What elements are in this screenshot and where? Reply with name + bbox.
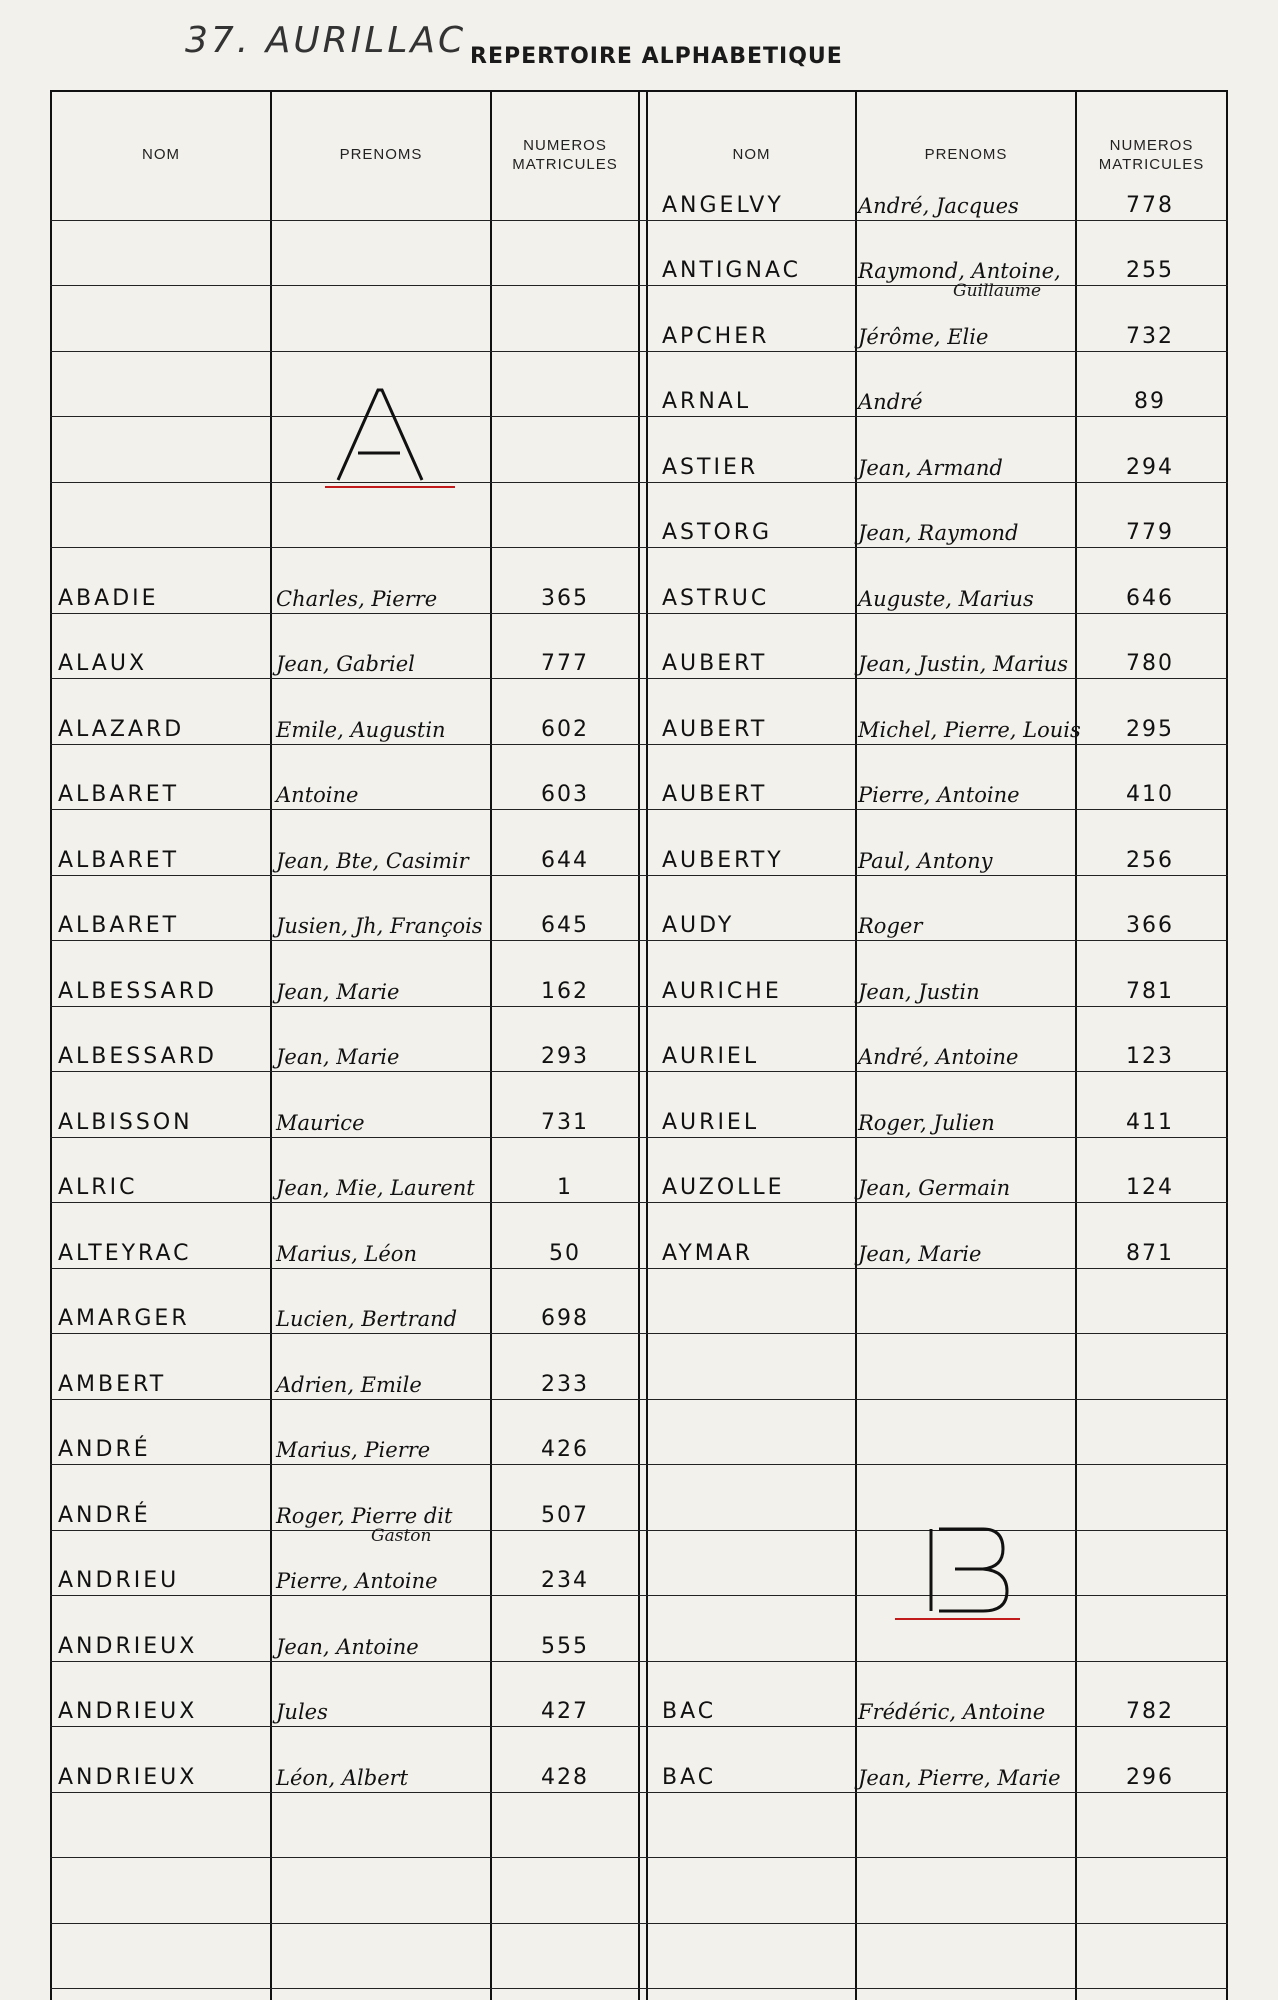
- row-rule: [50, 1006, 1228, 1007]
- entry-numero: 427: [541, 1699, 589, 1724]
- entry-numero: 296: [1126, 1765, 1174, 1790]
- row-rule: [50, 1399, 1228, 1400]
- header-nom-right: NOM: [732, 146, 771, 164]
- section-letter-b: [925, 1525, 1015, 1615]
- entry-numero: 124: [1126, 1175, 1174, 1200]
- entry-nom: ALBESSARD: [58, 979, 217, 1004]
- entry-prenoms: André, Antoine: [858, 1045, 1019, 1069]
- entry-numero: 644: [541, 848, 589, 873]
- entry-nom: ALTEYRAC: [58, 1241, 192, 1266]
- entry-numero: 780: [1126, 651, 1174, 676]
- column-divider: [270, 90, 272, 2000]
- entry-nom: AUDY: [662, 913, 735, 938]
- entry-nom: ARNAL: [662, 389, 752, 414]
- entry-numero: 779: [1126, 520, 1174, 545]
- row-rule: [50, 613, 1228, 614]
- entry-numero: 233: [541, 1372, 589, 1397]
- entry-numero: 555: [541, 1634, 589, 1659]
- entry-prenoms: Emile, Augustin: [276, 718, 446, 742]
- entry-numero: 293: [541, 1044, 589, 1069]
- entry-nom: APCHER: [662, 324, 770, 349]
- entry-prenoms: Michel, Pierre, Louis: [858, 718, 1081, 742]
- entry-prenoms: Jean, Justin: [858, 980, 980, 1004]
- header-numeros-right: NUMEROS MATRICULES: [1098, 136, 1205, 173]
- entry-nom: ANDRIEUX: [58, 1634, 198, 1659]
- entry-nom: BAC: [662, 1765, 717, 1790]
- header-numeros-left: NUMEROS MATRICULES: [512, 136, 618, 173]
- entry-numero: 365: [541, 586, 589, 611]
- column-divider: [855, 90, 857, 2000]
- entry-nom: ASTORG: [662, 520, 773, 545]
- entry-nom: ALBARET: [58, 848, 180, 873]
- entry-nom: ANDRIEUX: [58, 1699, 198, 1724]
- entry-nom: ANDRIEUX: [58, 1765, 198, 1790]
- entry-prenoms: Paul, Antony: [858, 849, 993, 873]
- entry-nom: AURIEL: [662, 1044, 760, 1069]
- row-rule: [50, 809, 1228, 810]
- letter-b-glyph: [925, 1525, 1015, 1615]
- row-rule: [50, 1661, 1228, 1662]
- entry-numero: 426: [541, 1437, 589, 1462]
- entry-prenoms: Jean, Marie: [276, 1045, 400, 1069]
- entry-numero: 782: [1126, 1699, 1174, 1724]
- row-rule: [50, 1857, 1228, 1858]
- entry-prenoms: Jean, Mie, Laurent: [276, 1176, 475, 1200]
- entry-prenoms: André, Jacques: [858, 194, 1019, 218]
- row-rule: [50, 1464, 1228, 1465]
- row-rule: [50, 220, 1228, 221]
- entry-nom: ANDRÉ: [58, 1437, 151, 1462]
- entry-prenoms: André: [858, 390, 923, 414]
- entry-numero: 411: [1126, 1110, 1174, 1135]
- row-rule: [50, 875, 1228, 876]
- letter-a-underline: [325, 486, 455, 488]
- entry-prenoms: Jusien, Jh, François: [276, 914, 483, 938]
- row-rule: [50, 1726, 1228, 1727]
- entry-numero: 507: [541, 1503, 589, 1528]
- entry-numero: 603: [541, 782, 589, 807]
- entry-prenoms: Pierre, Antoine: [858, 783, 1020, 807]
- entry-nom: ANGELVY: [662, 193, 784, 218]
- entry-numero: 255: [1126, 258, 1174, 283]
- entry-nom: ANTIGNAC: [662, 258, 801, 283]
- entry-numero: 698: [541, 1306, 589, 1331]
- row-rule: [50, 547, 1228, 548]
- entry-nom: ALBARET: [58, 913, 180, 938]
- row-rule: [50, 678, 1228, 679]
- section-letter-a: [320, 385, 440, 485]
- entry-prenoms: Antoine: [276, 783, 359, 807]
- row-rule: [50, 1988, 1228, 1989]
- row-rule: [50, 1071, 1228, 1072]
- entry-nom: BAC: [662, 1699, 717, 1724]
- entry-prenoms: Jean, Gabriel: [276, 652, 415, 676]
- entry-prenoms: Jean, Marie: [858, 1242, 982, 1266]
- row-rule: [50, 1202, 1228, 1203]
- entry-nom: AURICHE: [662, 979, 782, 1004]
- entry-nom: AUBERT: [662, 717, 768, 742]
- entry-numero: 781: [1126, 979, 1174, 1004]
- entry-numero: 1: [557, 1175, 573, 1200]
- entry-numero: 646: [1126, 586, 1174, 611]
- entry-numero: 732: [1126, 324, 1174, 349]
- entry-numero: 871: [1126, 1241, 1174, 1266]
- row-rule: [50, 285, 1228, 286]
- entry-nom: AUZOLLE: [662, 1175, 785, 1200]
- entry-nom: AYMAR: [662, 1241, 754, 1266]
- entry-numero: 162: [541, 979, 589, 1004]
- entry-numero: 295: [1126, 717, 1174, 742]
- entry-prenoms: Adrien, Emile: [276, 1373, 422, 1397]
- entry-prenoms: Jules: [276, 1700, 328, 1724]
- row-rule: [50, 1595, 1228, 1596]
- entry-prenoms: Léon, Albert: [276, 1766, 409, 1790]
- entry-nom: AMBERT: [58, 1372, 167, 1397]
- entry-prenoms: Lucien, Bertrand: [276, 1307, 458, 1331]
- row-rule: [50, 1792, 1228, 1793]
- row-rule: [50, 1137, 1228, 1138]
- entry-prenoms: Roger, Julien: [858, 1111, 995, 1135]
- header-nom-left: NOM: [142, 146, 180, 164]
- entry-numero: 645: [541, 913, 589, 938]
- entry-prenoms-continued: Guillaume: [953, 281, 1042, 301]
- row-rule: [50, 1333, 1228, 1334]
- column-divider: [490, 90, 492, 2000]
- entry-nom: AUBERT: [662, 782, 768, 807]
- entry-numero: 234: [541, 1568, 589, 1593]
- entry-nom: ANDRIEU: [58, 1568, 180, 1593]
- entry-numero: 50: [549, 1241, 581, 1266]
- entry-prenoms: Jean, Germain: [858, 1176, 1011, 1200]
- row-rule: [50, 1923, 1228, 1924]
- entry-nom: AMARGER: [58, 1306, 190, 1331]
- entry-prenoms: Frédéric, Antoine: [858, 1700, 1046, 1724]
- entry-numero: 294: [1126, 455, 1174, 480]
- entry-nom: ALBESSARD: [58, 1044, 217, 1069]
- entry-nom: ALAZARD: [58, 717, 185, 742]
- entry-prenoms: Marius, Pierre: [276, 1438, 431, 1462]
- entry-nom: ALAUX: [58, 651, 148, 676]
- entry-nom: ALRIC: [58, 1175, 138, 1200]
- entry-nom: ASTIER: [662, 455, 759, 480]
- header-prenoms-left: PRENOMS: [339, 146, 423, 164]
- row-rule: [50, 351, 1228, 352]
- entry-prenoms: Jérôme, Elie: [858, 325, 989, 349]
- entry-numero: 89: [1134, 389, 1166, 414]
- entry-prenoms: Jean, Antoine: [276, 1635, 419, 1659]
- center-divider: [638, 90, 640, 2000]
- entry-prenoms: Jean, Pierre, Marie: [858, 1766, 1061, 1790]
- entry-nom: ALBARET: [58, 782, 180, 807]
- entry-prenoms: Roger, Pierre dit: [276, 1504, 453, 1528]
- entry-numero: 256: [1126, 848, 1174, 873]
- entry-prenoms: Auguste, Marius: [858, 587, 1034, 611]
- center-divider: [646, 90, 648, 2000]
- letter-a-glyph: [320, 385, 440, 485]
- entry-numero: 428: [541, 1765, 589, 1790]
- entry-prenoms: Roger: [858, 914, 923, 938]
- entry-numero: 123: [1126, 1044, 1174, 1069]
- page-title: REPERTOIRE ALPHABETIQUE: [470, 44, 843, 69]
- entry-nom: ALBISSON: [58, 1110, 193, 1135]
- entry-numero: 778: [1126, 193, 1174, 218]
- row-rule: [50, 940, 1228, 941]
- column-divider: [1075, 90, 1077, 2000]
- row-rule: [50, 744, 1228, 745]
- row-rule: [50, 416, 1228, 417]
- row-rule: [50, 482, 1228, 483]
- letter-b-underline: [895, 1618, 1020, 1620]
- entry-nom: ABADIE: [58, 586, 159, 611]
- entry-prenoms: Jean, Armand: [858, 456, 1003, 480]
- entry-prenoms: Jean, Justin, Marius: [858, 652, 1069, 676]
- entry-prenoms: Raymond, Antoine,: [858, 259, 1061, 283]
- entry-prenoms: Pierre, Antoine: [276, 1569, 438, 1593]
- entry-nom: AURIEL: [662, 1110, 760, 1135]
- entry-numero: 366: [1126, 913, 1174, 938]
- entry-nom: ASTRUC: [662, 586, 770, 611]
- entry-prenoms-continued: Gaston: [371, 1526, 432, 1546]
- entry-nom: AUBERT: [662, 651, 768, 676]
- entry-prenoms: Jean, Raymond: [858, 521, 1019, 545]
- entry-prenoms: Jean, Marie: [276, 980, 400, 1004]
- entry-nom: AUBERTY: [662, 848, 784, 873]
- row-rule: [50, 1268, 1228, 1269]
- entry-numero: 777: [541, 651, 589, 676]
- entry-nom: ANDRÉ: [58, 1503, 151, 1528]
- entry-prenoms: Marius, Léon: [276, 1242, 417, 1266]
- row-rule: [50, 1530, 1228, 1531]
- entry-numero: 731: [541, 1110, 589, 1135]
- entry-prenoms: Charles, Pierre: [276, 587, 438, 611]
- handwritten-header-note: 37. AURILLAC: [185, 20, 467, 61]
- entry-prenoms: Maurice: [276, 1111, 365, 1135]
- entry-numero: 602: [541, 717, 589, 742]
- header-prenoms-right: PRENOMS: [924, 146, 1008, 164]
- entry-prenoms: Jean, Bte, Casimir: [276, 849, 469, 873]
- entry-numero: 410: [1126, 782, 1174, 807]
